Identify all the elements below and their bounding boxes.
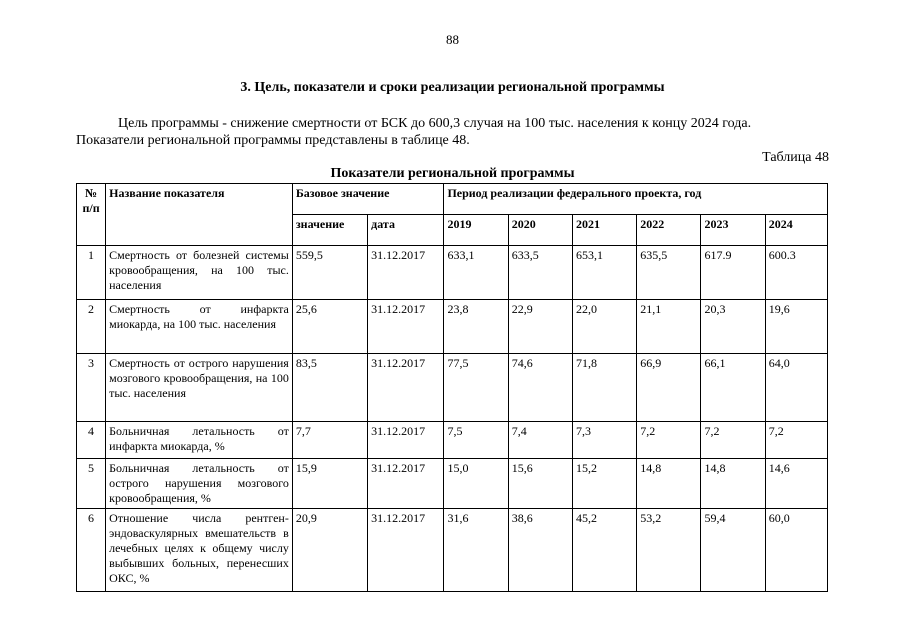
row-year-value: 19,6: [765, 300, 827, 354]
row-year-value: 633,5: [508, 246, 572, 300]
header-base: Базовое значение: [292, 184, 444, 215]
row-year-value: 7,2: [765, 422, 827, 459]
row-num: 2: [77, 300, 106, 354]
table-row: [77, 422, 828, 459]
header-year: 2022: [637, 215, 701, 246]
row-name: Смертность от острого нарушения мозгового кровообращения, на 100 тыс. населения: [106, 354, 293, 422]
row-date: 31.12.2017: [368, 459, 444, 509]
row-year-value: 64,0: [765, 354, 827, 422]
indicators-table: [76, 183, 828, 592]
row-year-value: 53,2: [637, 509, 701, 592]
row-year-value: 66,9: [637, 354, 701, 422]
row-name: Больничная летальность от острого нарушения мозгового кровообращения, %: [106, 459, 293, 509]
row-num: 5: [77, 459, 106, 509]
header-date: дата: [368, 215, 444, 246]
row-name: Отношение числа рентген-эндоваскулярных вмешательств в лечебных целях к общему числу выбывших больных, перенесших ОКС, %: [106, 509, 293, 592]
row-year-value: 66,1: [701, 354, 765, 422]
row-date: 31.12.2017: [368, 509, 444, 592]
row-year-value: 653,1: [572, 246, 636, 300]
row-year-value: 635,5: [637, 246, 701, 300]
row-num: 1: [77, 246, 106, 300]
goal-paragraph: Цель программы - снижение смертности от БСК до 600,3 случая на 100 тыс. населения к концу 2024 года.: [118, 116, 752, 131]
row-year-value: 23,8: [444, 300, 508, 354]
row-name: Больничная летальность от инфаркта миокарда, %: [106, 422, 293, 459]
row-year-value: 7,2: [637, 422, 701, 459]
row-year-value: 14,8: [701, 459, 765, 509]
header-year: 2020: [508, 215, 572, 246]
row-value: 83,5: [292, 354, 367, 422]
row-year-value: 22,9: [508, 300, 572, 354]
row-year-value: 77,5: [444, 354, 508, 422]
row-name: Смертность от инфаркта миокарда, на 100 тыс. населения: [106, 300, 293, 354]
row-year-value: 7,3: [572, 422, 636, 459]
table-row: [77, 246, 828, 300]
row-value: 20,9: [292, 509, 367, 592]
header-year: 2024: [765, 215, 827, 246]
header-value: значение: [292, 215, 367, 246]
row-year-value: 15,2: [572, 459, 636, 509]
row-year-value: 31,6: [444, 509, 508, 592]
page-number: 88: [446, 32, 459, 47]
table-label: Таблица 48: [762, 150, 829, 165]
table-row: [77, 354, 828, 422]
row-value: 7,7: [292, 422, 367, 459]
section-title: 3. Цель, показатели и сроки реализации региональной программы: [240, 80, 665, 95]
row-year-value: 600.3: [765, 246, 827, 300]
row-date: 31.12.2017: [368, 246, 444, 300]
row-year-value: 60,0: [765, 509, 827, 592]
row-year-value: 617.9: [701, 246, 765, 300]
row-year-value: 7,5: [444, 422, 508, 459]
row-num: 6: [77, 509, 106, 592]
row-year-value: 71,8: [572, 354, 636, 422]
header-year: 2019: [444, 215, 508, 246]
header-name: Название показателя: [106, 184, 293, 246]
row-value: 15,9: [292, 459, 367, 509]
row-year-value: 14,8: [637, 459, 701, 509]
row-year-value: 7,4: [508, 422, 572, 459]
table-title: Показатели региональной программы: [330, 166, 575, 181]
row-year-value: 15,6: [508, 459, 572, 509]
row-num: 3: [77, 354, 106, 422]
row-value: 559,5: [292, 246, 367, 300]
row-date: 31.12.2017: [368, 422, 444, 459]
row-year-value: 74,6: [508, 354, 572, 422]
header-period: Период реализации федерального проекта, год: [444, 184, 828, 215]
row-year-value: 38,6: [508, 509, 572, 592]
indicators-paragraph: Показатели региональной программы представлены в таблице 48.: [76, 133, 470, 148]
row-date: 31.12.2017: [368, 354, 444, 422]
row-year-value: 14,6: [765, 459, 827, 509]
row-year-value: 21,1: [637, 300, 701, 354]
row-year-value: 633,1: [444, 246, 508, 300]
table-row: [77, 459, 828, 509]
row-value: 25,6: [292, 300, 367, 354]
row-year-value: 15,0: [444, 459, 508, 509]
table-row: [77, 509, 828, 592]
header-year: 2021: [572, 215, 636, 246]
header-year: 2023: [701, 215, 765, 246]
table-row: [77, 300, 828, 354]
row-date: 31.12.2017: [368, 300, 444, 354]
row-year-value: 20,3: [701, 300, 765, 354]
row-num: 4: [77, 422, 106, 459]
row-name: Смертность от болезней системы кровообращения, на 100 тыс. населения: [106, 246, 293, 300]
row-year-value: 22,0: [572, 300, 636, 354]
row-year-value: 7,2: [701, 422, 765, 459]
header-num: № п/п: [77, 184, 106, 246]
row-year-value: 59,4: [701, 509, 765, 592]
row-year-value: 45,2: [572, 509, 636, 592]
